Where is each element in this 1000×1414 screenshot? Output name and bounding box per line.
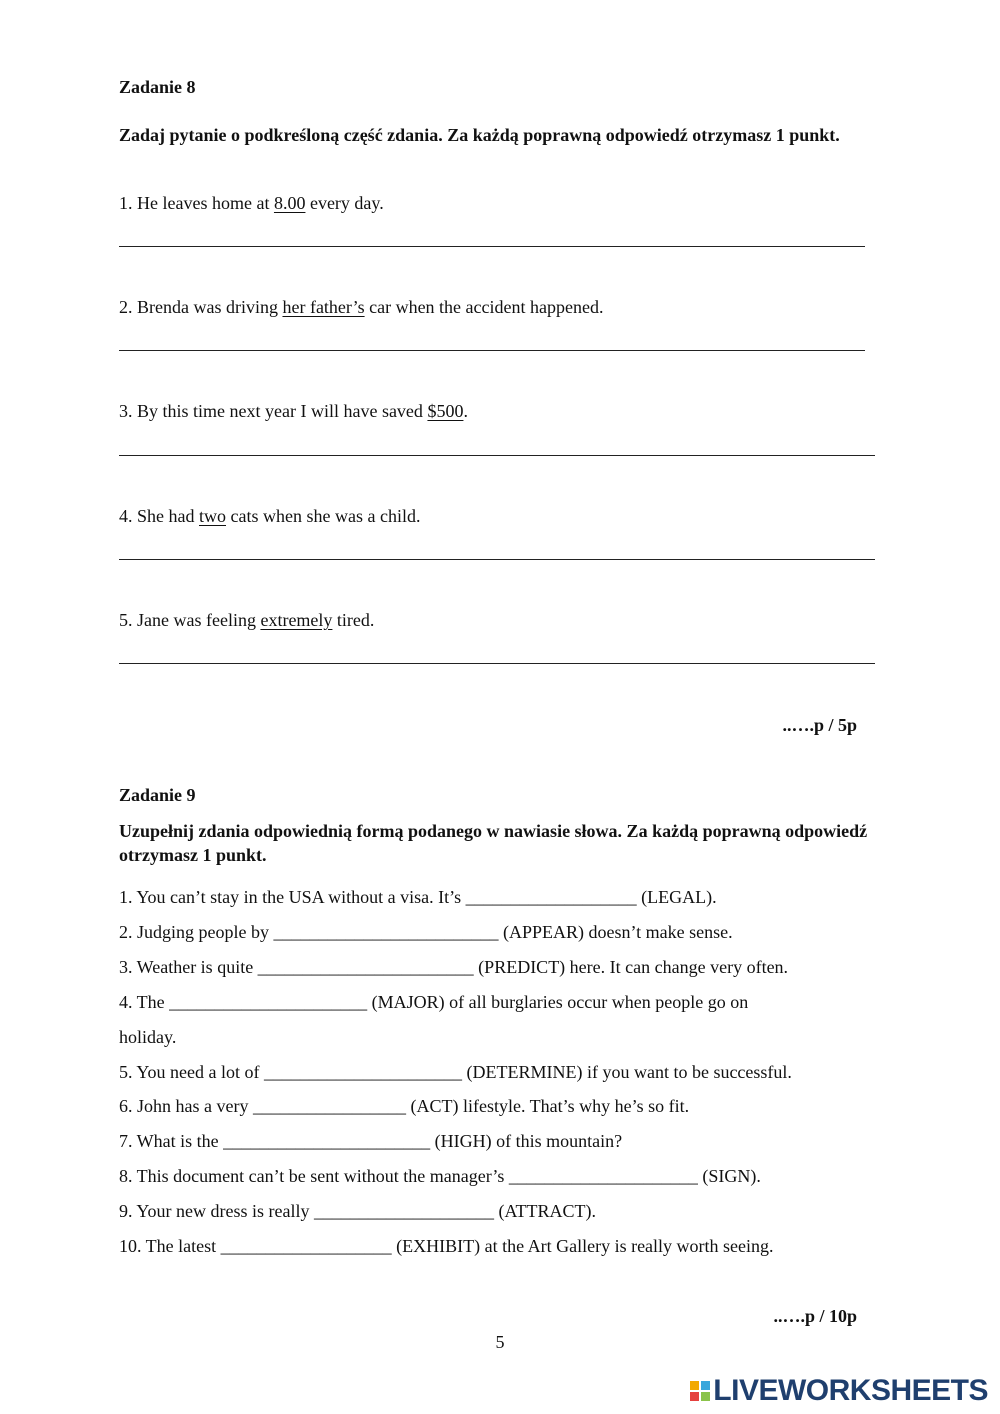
task8-item-2: 2. Brenda was driving her father’s car when the accident happened. xyxy=(119,297,604,317)
task8-answer-line-3[interactable] xyxy=(119,455,875,456)
task8-score: ..….p / 5p xyxy=(782,715,857,735)
page-number: 5 xyxy=(495,1332,505,1352)
task8-title: Zadanie 8 xyxy=(119,77,196,97)
task9-line-1: 1. You can’t stay in the USA without a visa. It’s ___________________ (LEGAL). xyxy=(119,887,717,907)
underlined-part: 8.00 xyxy=(273,193,306,213)
underlined-part: two xyxy=(199,506,226,526)
task8-item-4: 4. She had two cats when she was a child. xyxy=(119,506,421,526)
logo-square xyxy=(701,1381,710,1390)
underlined-part: $500 xyxy=(427,401,464,421)
task9-line-9: 9. Your new dress is really ____________________ (ATTRACT). xyxy=(119,1201,596,1221)
liveworksheets-logo xyxy=(690,1374,988,1408)
underlined-part: extremely xyxy=(260,610,333,630)
logo-square xyxy=(701,1392,710,1401)
logo-square xyxy=(690,1392,699,1401)
task8-instruction: Zadaj pytanie o podkreśloną część zdania. Za każdą poprawną odpowiedź otrzymasz 1 punkt. xyxy=(119,125,840,145)
task8-answer-line-5[interactable] xyxy=(119,663,875,664)
task8-answer-line-1[interactable] xyxy=(119,246,865,247)
task9-line-2: 2. Judging people by _________________________ (APPEAR) doesn’t make sense. xyxy=(119,922,733,942)
task8-answer-line-4[interactable] xyxy=(119,559,875,560)
task8-item-1: 1. He leaves home at 8.00 every day. xyxy=(119,193,384,213)
task9-line-8: 8. This document can’t be sent without the manager’s _____________________ (SIGN). xyxy=(119,1166,761,1186)
task9-instruction: Uzupełnij zdania odpowiednią formą podanego w nawiasie słowa. Za każdą poprawną odpowiedź otrzymasz 1 punkt. xyxy=(119,821,868,865)
task9-line-4-cont: holiday. xyxy=(119,1027,177,1047)
brand-name: LIVEWORKSHEETS xyxy=(713,1374,988,1407)
task8-item-5: 5. Jane was feeling extremely tired. xyxy=(119,610,375,630)
task9-score: ..….p / 10p xyxy=(773,1306,857,1326)
task9-title: Zadanie 9 xyxy=(119,785,196,805)
task8-item-3: 3. By this time next year I will have saved $500. xyxy=(119,401,468,421)
logo-square xyxy=(690,1381,699,1390)
task9-line-6: 6. John has a very _________________ (ACT) lifestyle. That’s why he’s so fit. xyxy=(119,1096,690,1116)
task9-line-10: 10. The latest ___________________ (EXHIBIT) at the Art Gallery is really worth seeing. xyxy=(119,1236,774,1256)
underlined-part: her father’s xyxy=(282,297,365,317)
task9-line-4: 4. The ______________________ (MAJOR) of all burglaries occur when people go on xyxy=(119,992,749,1012)
task8-answer-line-2[interactable] xyxy=(119,350,865,351)
task9-line-5: 5. You need a lot of ______________________ (DETERMINE) if you want to be successful. xyxy=(119,1062,792,1082)
logo-grid-icon xyxy=(690,1381,710,1401)
task9-line-3: 3. Weather is quite ________________________ (PREDICT) here. It can change very often. xyxy=(119,957,789,977)
task9-line-7: 7. What is the _______________________ (HIGH) of this mountain? xyxy=(119,1131,623,1151)
